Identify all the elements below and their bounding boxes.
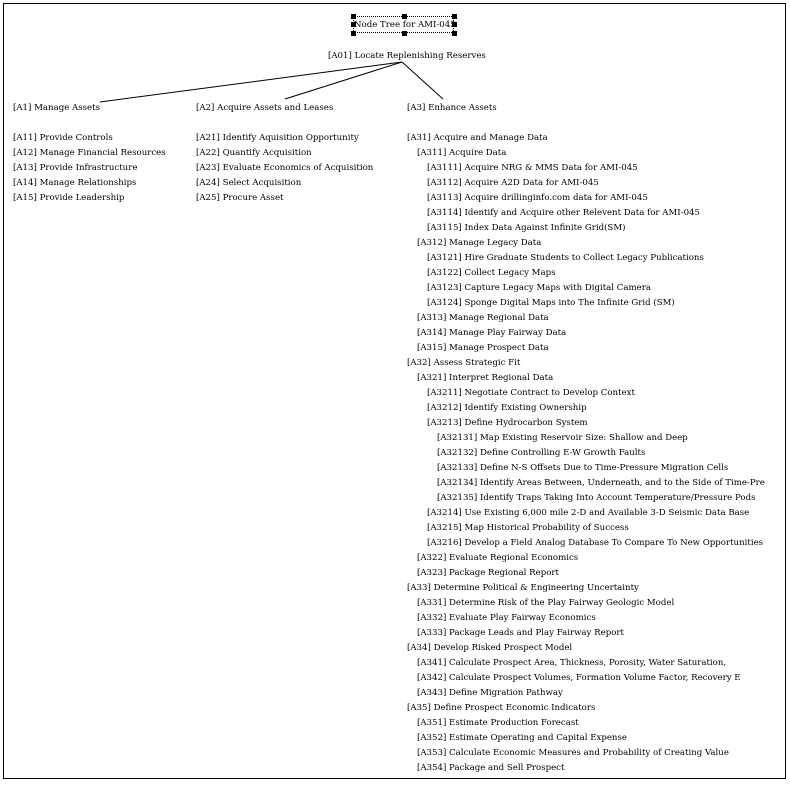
tree-node[interactable]: [A3115] Index Data Against Infinite Grid(SM): [427, 223, 626, 233]
tree-node[interactable]: [A13] Provide Infrastructure: [13, 163, 138, 173]
tree-node[interactable]: [A3123] Capture Legacy Maps with Digital Camera: [427, 283, 651, 293]
tree-node[interactable]: [A3112] Acquire A2D Data for AMI-045: [427, 178, 599, 188]
tree-node[interactable]: [A32135] Identify Traps Taking Into Account Temperature/Pressure Pods: [437, 493, 756, 503]
resize-handle[interactable]: [402, 31, 407, 36]
tree-node[interactable]: [A353] Calculate Economic Measures and Probability of Creating Value: [417, 748, 729, 758]
tree-node[interactable]: [A23] Evaluate Economics of Acquisition: [196, 163, 374, 173]
tree-node[interactable]: [A321] Interpret Regional Data: [417, 373, 554, 383]
tree-node[interactable]: [A25] Procure Asset: [196, 193, 284, 203]
connector-a1: [100, 62, 402, 102]
tree-node[interactable]: [A32132] Define Controlling E-W Growth Faults: [437, 448, 646, 458]
resize-handle[interactable]: [452, 14, 457, 19]
tree-node[interactable]: [A314] Manage Play Fairway Data: [417, 328, 567, 338]
tree-node[interactable]: [A31] Acquire and Manage Data: [407, 133, 548, 143]
tree-node[interactable]: [A331] Determine Risk of the Play Fairway Geologic Model: [417, 598, 675, 608]
tree-node[interactable]: [A14] Manage Relationships: [13, 178, 137, 188]
tree-node[interactable]: [A3211] Negotiate Contract to Develop Context: [427, 388, 635, 398]
tree-node[interactable]: [A351] Estimate Production Forecast: [417, 718, 579, 728]
tree-node[interactable]: [A3215] Map Historical Probability of Success: [427, 523, 629, 533]
tree-node[interactable]: [A3121] Hire Graduate Students to Collect Legacy Publications: [427, 253, 704, 263]
tree-node[interactable]: [A354] Package and Sell Prospect: [417, 763, 565, 773]
tree-node[interactable]: [A343] Define Migration Pathway: [417, 688, 563, 698]
tree-node[interactable]: [A3216] Develop a Field Analog Database To Compare To New Opportunities: [427, 538, 764, 548]
node-a3[interactable]: [A3] Enhance Assets: [407, 103, 497, 113]
tree-node[interactable]: [A341] Calculate Prospect Area, Thickness, Porosity, Water Saturation,: [417, 658, 727, 668]
resize-handle[interactable]: [452, 31, 457, 36]
tree-node[interactable]: [A323] Package Regional Report: [417, 568, 559, 578]
tree-node[interactable]: [A12] Manage Financial Resources: [13, 148, 166, 158]
tree-node[interactable]: [A22] Quantify Acquisition: [196, 148, 312, 158]
tree-node[interactable]: [A3111] Acquire NRG & MMS Data for AMI-045: [427, 163, 638, 173]
tree-node[interactable]: [A32] Assess Strategic Fit: [407, 358, 521, 368]
node-a2[interactable]: [A2] Acquire Assets and Leases: [196, 103, 334, 113]
tree-node[interactable]: [A32133] Define N-S Offsets Due to Time-Pressure Migration Cells: [437, 463, 729, 473]
tree-node[interactable]: [A3213] Define Hydrocarbon System: [427, 418, 588, 428]
tree-node[interactable]: [A352] Estimate Operating and Capital Expense: [417, 733, 627, 743]
title-box[interactable]: [353, 16, 454, 33]
tree-node[interactable]: [A33] Determine Political & Engineering Uncertainty: [407, 583, 639, 593]
tree-node[interactable]: [A11] Provide Controls: [13, 133, 113, 143]
connector-a3: [402, 62, 443, 99]
tree-node[interactable]: [A3124] Sponge Digital Maps into The Infinite Grid (SM): [427, 298, 675, 308]
diagram-title: Node Tree for AMI-045: [354, 20, 456, 30]
tree-node[interactable]: [A24] Select Acquisition: [196, 178, 302, 188]
connector-a2: [285, 62, 402, 99]
tree-node[interactable]: [A332] Evaluate Play Fairway Economics: [417, 613, 596, 623]
tree-node[interactable]: [A3212] Identify Existing Ownership: [427, 403, 587, 413]
tree-node[interactable]: [A333] Package Leads and Play Fairway Report: [417, 628, 624, 638]
tree-node[interactable]: [A15] Provide Leadership: [13, 193, 125, 203]
tree-node[interactable]: [A3122] Collect Legacy Maps: [427, 268, 556, 278]
tree-node[interactable]: [A3113] Acquire drillinginfo.com data for AMI-045: [427, 193, 648, 203]
root-node[interactable]: [A01] Locate Replenishing Reserves: [328, 51, 486, 61]
tree-node[interactable]: [A21] Identify Aquisition Opportunity: [196, 133, 359, 143]
tree-node[interactable]: [A3114] Identify and Acquire other Relevent Data for AMI-045: [427, 208, 700, 218]
tree-node[interactable]: [A322] Evaluate Regional Economics: [417, 553, 579, 563]
resize-handle[interactable]: [351, 14, 356, 19]
tree-node[interactable]: [A3214] Use Existing 6,000 mile 2-D and Available 3-D Seismic Data Base: [427, 508, 750, 518]
tree-node[interactable]: [A315] Manage Prospect Data: [417, 343, 549, 353]
tree-node[interactable]: [A34] Develop Risked Prospect Model: [407, 643, 573, 653]
resize-handle[interactable]: [351, 31, 356, 36]
resize-handle[interactable]: [402, 14, 407, 19]
node-a1[interactable]: [A1] Manage Assets: [13, 103, 100, 113]
tree-node[interactable]: [A311] Acquire Data: [417, 148, 507, 158]
tree-node[interactable]: [A35] Define Prospect Economic Indicators: [407, 703, 596, 713]
tree-node[interactable]: [A312] Manage Legacy Data: [417, 238, 542, 248]
tree-node[interactable]: [A32131] Map Existing Reservoir Size: Shallow and Deep: [437, 433, 688, 443]
tree-node[interactable]: [A313] Manage Regional Data: [417, 313, 549, 323]
tree-node[interactable]: [A342] Calculate Prospect Volumes, Formation Volume Factor, Recovery E: [417, 673, 741, 683]
tree-node[interactable]: [A32134] Identify Areas Between, Underneath, and to the Side of Time-Pre: [437, 478, 765, 488]
